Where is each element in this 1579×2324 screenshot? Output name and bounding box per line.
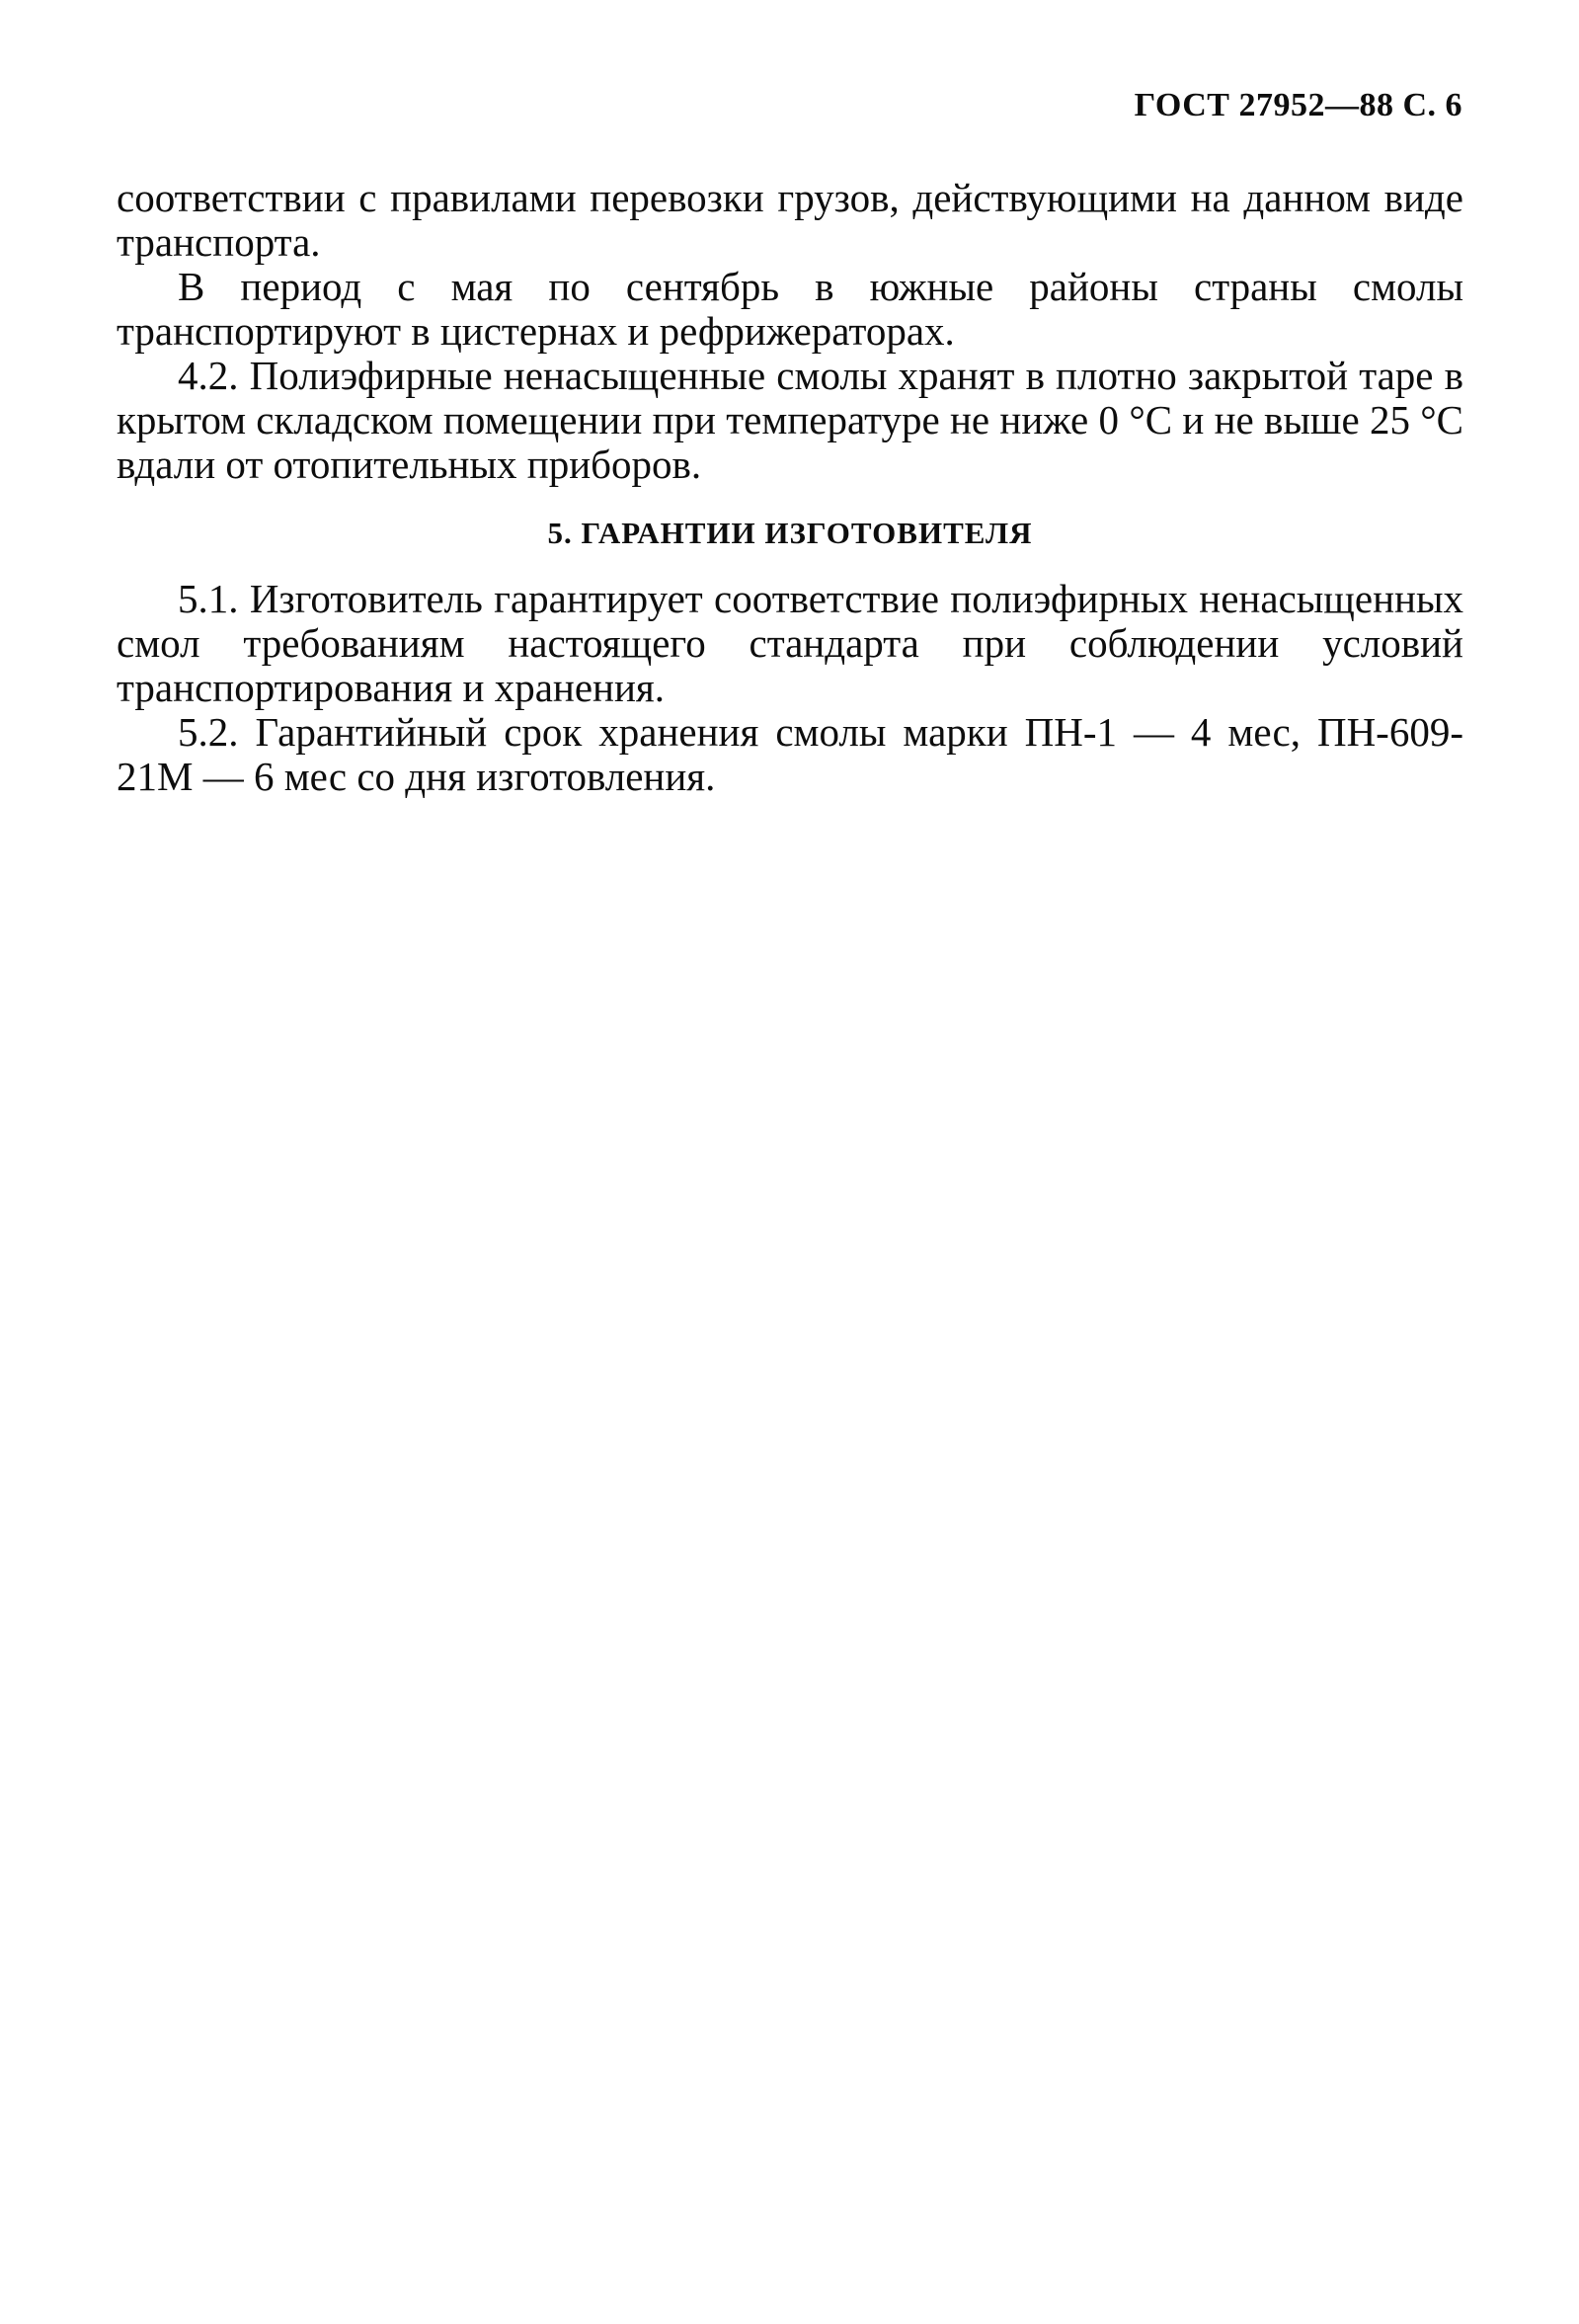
document-body bbox=[117, 176, 1463, 799]
paragraph-4-2-storage: 4.2. Полиэфирные ненасыщенные смолы хранят в плотно закрытой таре в крытом складском помещении при температуре не ниже 0 °С и не выше 25 °С вдали от отопительных приборов. bbox=[117, 353, 1463, 487]
paragraph-summer-transport: В период с мая по сентябрь в южные районы страны смолы транспортируют в цистернах и рефрижераторах. bbox=[117, 264, 1463, 354]
paragraph-transport-rules: соответствии с правилами перевозки грузов, действующими на данном виде транспорта. bbox=[117, 175, 1463, 265]
paragraph-5-2-shelf-life: 5.2. Гарантийный срок хранения смолы марки ПН-1 — 4 мес, ПН-609-21М — 6 мес со дня изготовления. bbox=[117, 709, 1463, 799]
running-header: ГОСТ 27952—88 С. 6 bbox=[1134, 87, 1462, 123]
paragraph-5-1-guarantee: 5.1. Изготовитель гарантирует соответствие полиэфирных ненасыщенных смол требованиям настоящего стандарта при соблюдении условий транспортирования и хранения. bbox=[117, 576, 1463, 710]
section-heading-manufacturer-guarantees: 5. ГАРАНТИИ ИЗГОТОВИТЕЛЯ bbox=[547, 516, 1033, 550]
